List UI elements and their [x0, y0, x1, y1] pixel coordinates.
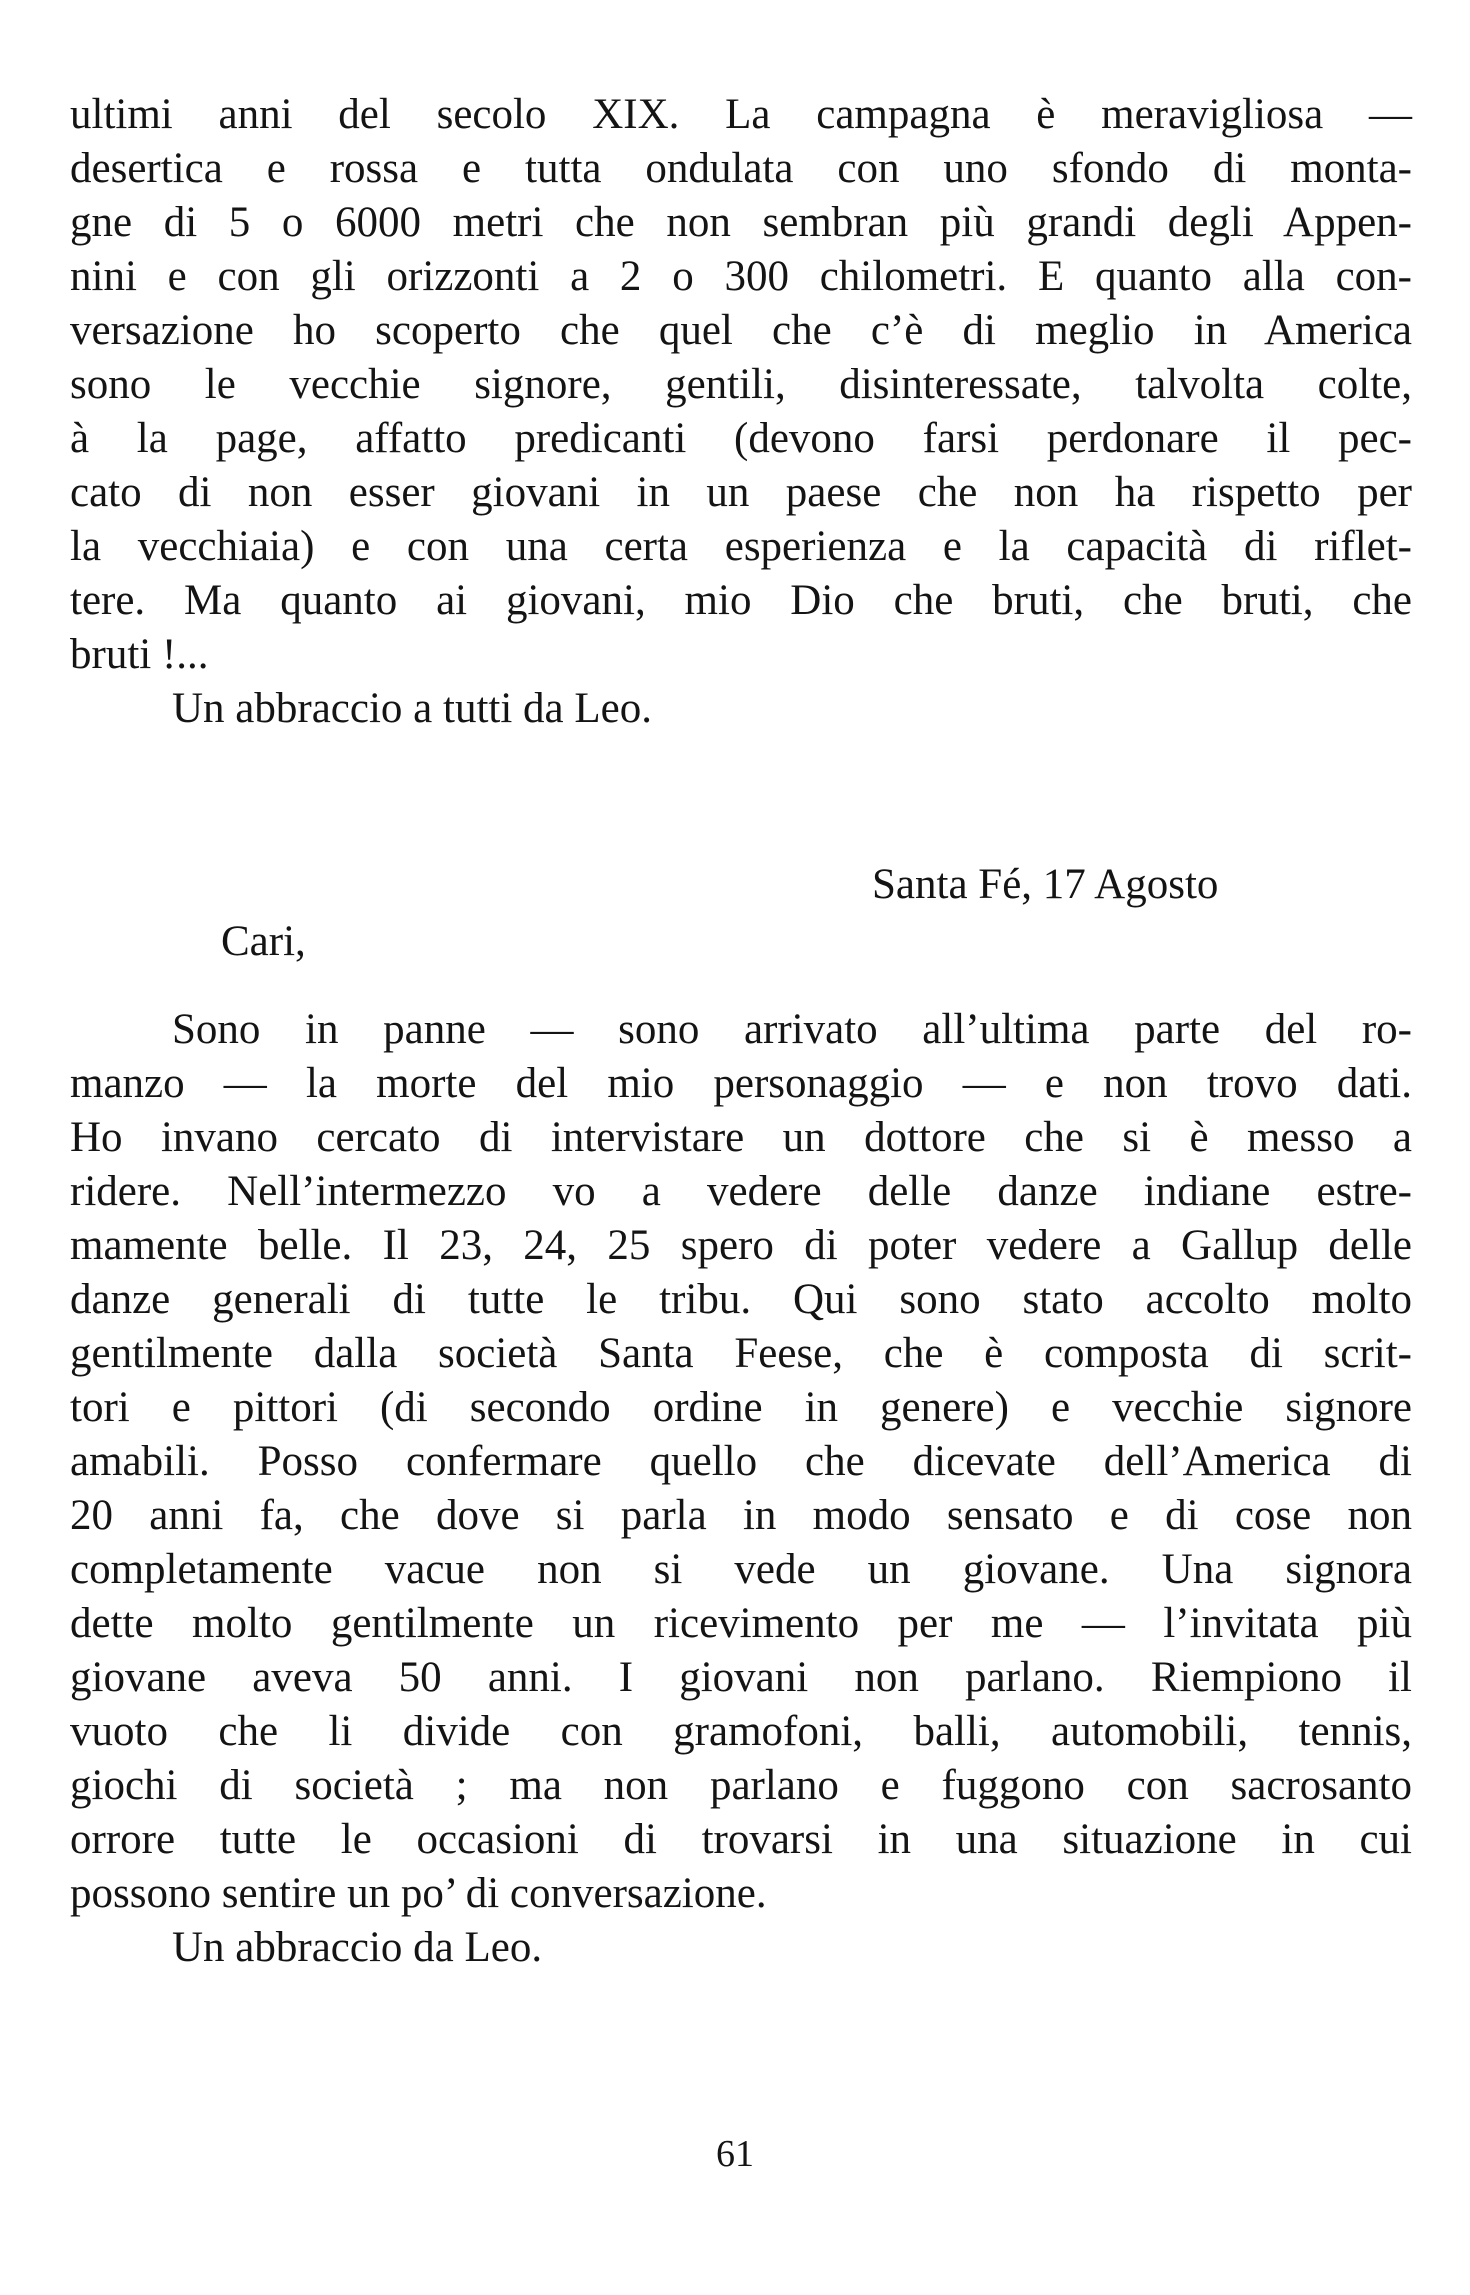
text-line: danze generali di tutte le tribu. Qui sono stato accolto molto [70, 1276, 1412, 1323]
text-line: amabili. Posso confermare quello che dicevate dell’America di [70, 1438, 1412, 1485]
text-line: tere. Ma quanto ai giovani, mio Dio che bruti, che bruti, che [70, 577, 1412, 624]
text-line: sono le vecchie signore, gentili, disinteressate, talvolta colte, [70, 361, 1412, 408]
text-line: Ho invano cercato di intervistare un dottore che si è messo a [70, 1114, 1412, 1161]
text-line: gne di 5 o 6000 metri che non sembran più grandi degli Appen- [70, 199, 1412, 246]
text-line: 20 anni fa, che dove si parla in modo sensato e di cose non [70, 1492, 1412, 1539]
text-line: vuoto che li divide con gramofoni, balli, automobili, tennis, [70, 1708, 1412, 1755]
text-line: completamente vacue non si vede un giovane. Una signora [70, 1546, 1412, 1593]
text-line: dette molto gentilmente un ricevimento per me — l’invitata più [70, 1600, 1412, 1647]
signoff-second-letter: Un abbraccio da Leo. [172, 1924, 543, 1971]
signoff-first-letter: Un abbraccio a tutti da Leo. [172, 685, 652, 732]
text-line: ridere. Nell’intermezzo vo a vedere delle danze indiane estre- [70, 1168, 1412, 1215]
paragraph-letter [70, 1003, 1412, 1975]
text-line: mamente belle. Il 23, 24, 25 spero di poter vedere a Gallup delle [70, 1222, 1412, 1269]
text-line: ultimi anni del secolo XIX. La campagna è meravigliosa — [70, 91, 1412, 138]
salutation: Cari, [221, 918, 306, 965]
page-number: 61 [716, 2133, 754, 2175]
text-line: orrore tutte le occasioni di trovarsi in una situazione in cui [70, 1816, 1412, 1863]
text-line: gentilmente dalla società Santa Feese, che è composta di scrit- [70, 1330, 1412, 1377]
text-line: manzo — la morte del mio personaggio — e non trovo dati. [70, 1060, 1412, 1107]
text-line: possono sentire un po’ di conversazione. [70, 1870, 767, 1917]
text-line: tori e pittori (di secondo ordine in genere) e vecchie signore [70, 1384, 1412, 1431]
text-line: giochi di società ; ma non parlano e fuggono con sacrosanto [70, 1762, 1412, 1809]
text-line: la vecchiaia) e con una certa esperienza e la capacità di riflet- [70, 523, 1412, 570]
text-line: cato di non esser giovani in un paese che non ha rispetto per [70, 469, 1412, 516]
text-line: nini e con gli orizzonti a 2 o 300 chilometri. E quanto alla con- [70, 253, 1412, 300]
text-line: à la page, affatto predicanti (devono farsi perdonare il pec- [70, 415, 1412, 462]
paragraph-intro [70, 88, 1412, 736]
text-line: giovane aveva 50 anni. I giovani non parlano. Riempiono il [70, 1654, 1412, 1701]
text-line: Sono in panne — sono arrivato all’ultima parte del ro- [172, 1006, 1412, 1053]
text-line: bruti !... [70, 631, 209, 678]
dateline: Santa Fé, 17 Agosto [872, 861, 1219, 908]
text-line: versazione ho scoperto che quel che c’è di meglio in America [70, 307, 1412, 354]
text-line: desertica e rossa e tutta ondulata con uno sfondo di monta- [70, 145, 1412, 192]
